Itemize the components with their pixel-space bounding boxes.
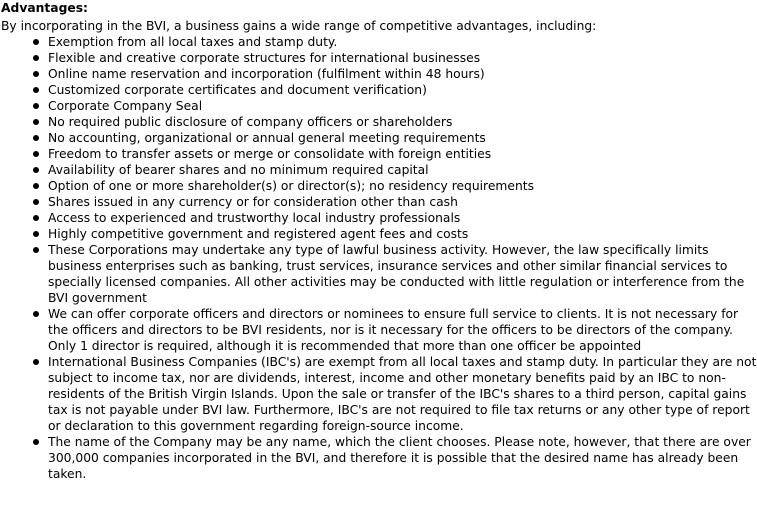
list-item	[48, 354, 757, 434]
list-item	[48, 242, 757, 306]
list-item-text: Option of one or more shareholder(s) or director(s); no residency requirements	[48, 179, 534, 193]
list-item-text: Customized corporate certificates and document verification)	[48, 83, 427, 97]
bullet-icon	[33, 39, 39, 45]
intro-text: By incorporating in the BVI, a business gains a wide range of competitive advantages, including:	[1, 19, 597, 33]
list-item-text: Corporate Company Seal	[48, 99, 203, 113]
bullet-icon	[33, 71, 39, 77]
list-item-text: Freedom to transfer assets or merge or consolidate with foreign entities	[48, 147, 492, 161]
list-item-text: No accounting, organizational or annual general meeting requirements	[48, 131, 486, 145]
list-item	[48, 98, 757, 114]
bullet-icon	[33, 199, 39, 205]
list-item-text: Shares issued in any currency or for consideration other than cash	[48, 195, 458, 209]
list-item	[48, 34, 757, 50]
bullet-icon	[33, 167, 39, 173]
list-item	[48, 130, 757, 146]
bullet-icon	[33, 135, 39, 141]
list-item-text: Availability of bearer shares and no minimum required capital	[48, 163, 429, 177]
bullet-icon	[33, 119, 39, 125]
list-item	[48, 114, 757, 130]
bullet-icon	[33, 311, 39, 317]
bullet-icon	[33, 103, 39, 109]
list-item	[48, 434, 757, 482]
list-item	[48, 194, 757, 210]
list-item-text: No required public disclosure of company officers or shareholders	[48, 115, 453, 129]
list-item	[48, 210, 757, 226]
list-item	[48, 66, 757, 82]
list-item-text: Exemption from all local taxes and stamp duty.	[48, 35, 338, 49]
list-item-text: The name of the Company may be any name, which the client chooses. Please note, however, that there are over 300,000 companies incorporated in the BVI, and therefore it is possible that the desired name has already been taken.	[48, 435, 751, 481]
bullet-icon	[33, 247, 39, 253]
bullet-icon	[33, 215, 39, 221]
bullet-icon	[33, 87, 39, 93]
list-item-text: International Business Companies (IBC's) are exempt from all local taxes and stamp duty. In particular they are not subject to income tax, nor are dividends, interest, income and other monetary benefits paid by an IBC to non-residents of the British Virgin Islands. Upon the sale or transfer of the IBC's shares to a third person, capital gains tax is not payable under BVI law. Furthermore, IBC's are not required to file tax returns or any other type of report or declaration to this government regarding foreign-source income.	[48, 355, 757, 433]
bullet-icon	[33, 439, 39, 445]
list-item	[48, 50, 757, 66]
list-item	[48, 178, 757, 194]
bullet-icon	[33, 183, 39, 189]
list-item	[48, 146, 757, 162]
list-item-text: Highly competitive government and registered agent fees and costs	[48, 227, 469, 241]
bullet-icon	[33, 151, 39, 157]
list-item	[48, 226, 757, 242]
bullet-icon	[33, 55, 39, 61]
list-item-text: Flexible and creative corporate structures for international businesses	[48, 51, 481, 65]
bullet-icon	[33, 359, 39, 365]
section-heading: Advantages:	[1, 1, 88, 15]
bullet-icon	[33, 231, 39, 237]
list-item-text: We can offer corporate officers and directors or nominees to ensure full service to clients. It is not necessary for the officers and directors to be BVI residents, nor is it necessary for the officers to be directors of the company. Only 1 director is required, although it is recommended that more than one officer be appointed	[48, 307, 739, 353]
list-item-text: These Corporations may undertake any type of lawful business activity. However, the law specifically limits business enterprises such as banking, trust services, insurance services and other similar financial services to specially licensed companies. All other activities may be conducted with little regulation or interference from the BVI government	[48, 243, 745, 305]
list-item	[48, 162, 757, 178]
list-item-text: Access to experienced and trustworthy local industry professionals	[48, 211, 461, 225]
advantages-list	[1, 34, 757, 482]
list-item	[48, 82, 757, 98]
list-item	[48, 306, 757, 354]
list-item-text: Online name reservation and incorporation (fulfilment within 48 hours)	[48, 67, 485, 81]
